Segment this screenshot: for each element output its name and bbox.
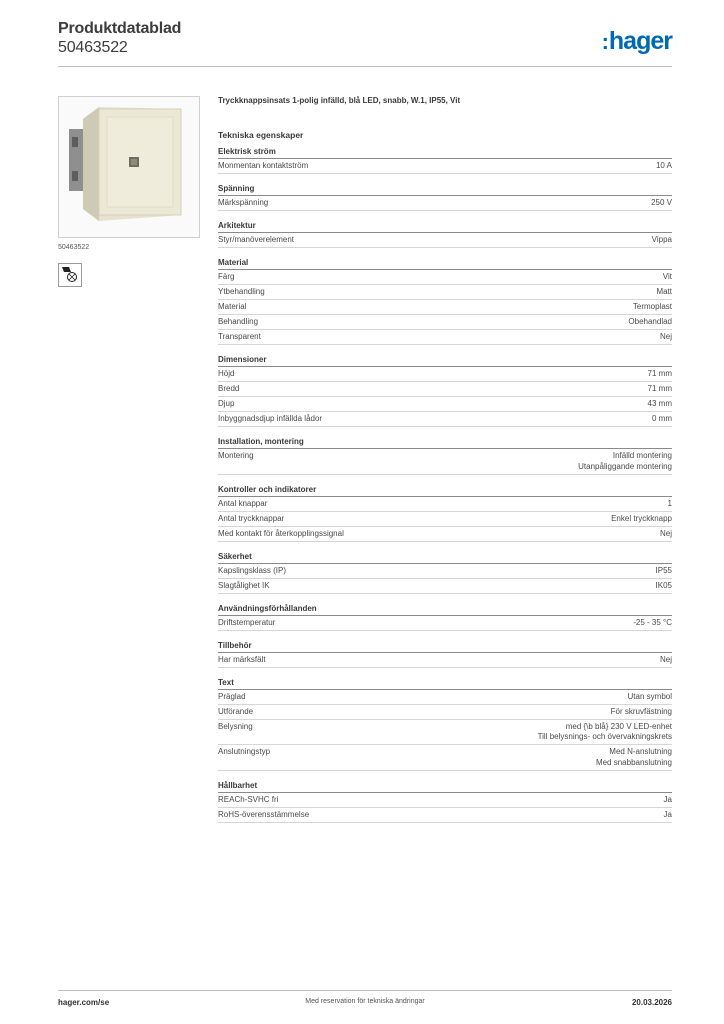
spec-group bbox=[218, 353, 672, 427]
spec-group bbox=[218, 435, 672, 475]
spec-group bbox=[218, 483, 672, 542]
spec-value bbox=[633, 618, 672, 629]
spec-key: Utförande bbox=[218, 706, 254, 716]
spec-row bbox=[218, 382, 672, 397]
footer-date: 20.03.2026 bbox=[631, 998, 672, 1007]
spec-value bbox=[668, 499, 672, 510]
spec-key: Montering bbox=[218, 451, 254, 460]
spec-group-title: Elektrisk ström bbox=[218, 145, 672, 159]
spec-row bbox=[218, 527, 672, 542]
spec-key: Monmentan kontaktström bbox=[218, 161, 309, 170]
spec-value bbox=[664, 810, 672, 821]
spec-row bbox=[218, 497, 672, 512]
spec-key: Höjd bbox=[218, 369, 235, 378]
document-title: Produktdatablad bbox=[58, 20, 182, 37]
spec-value bbox=[628, 692, 672, 703]
spec-value-line: IP55 bbox=[655, 565, 672, 575]
spec-key: Har märksfält bbox=[218, 654, 266, 664]
spec-row bbox=[218, 745, 672, 771]
spec-value bbox=[664, 795, 672, 806]
spec-group-title: Hållbarhet bbox=[218, 779, 672, 793]
spec-key: Kapslingsklass (IP) bbox=[218, 565, 287, 575]
spec-key: Ytbehandling bbox=[218, 287, 265, 296]
spec-value bbox=[660, 655, 672, 666]
spec-value bbox=[648, 384, 672, 395]
hager-logo: :hager bbox=[601, 27, 672, 55]
spec-value-line: Enkel tryckknapp bbox=[611, 513, 672, 523]
page-footer bbox=[58, 990, 672, 1013]
footer-disclaimer: Med reservation för tekniska ändringar bbox=[305, 998, 425, 1005]
spec-row bbox=[218, 367, 672, 382]
spec-group-title: Installation, montering bbox=[218, 435, 672, 449]
spec-key: Med kontakt för återkopplingssignal bbox=[218, 528, 344, 538]
spec-key: Märkspänning bbox=[218, 198, 269, 207]
spec-key: RoHS-överensstämmelse bbox=[218, 809, 310, 819]
spec-value-line: Utanpåliggande montering bbox=[578, 461, 672, 471]
spec-key: Inbyggnadsdjup infällda lådor bbox=[218, 414, 323, 423]
spec-row bbox=[218, 579, 672, 594]
spec-value-line: 0 mm bbox=[652, 414, 672, 423]
spec-value-line: Ja bbox=[663, 809, 672, 819]
spec-group bbox=[218, 639, 672, 668]
spec-value-line: 71 mm bbox=[647, 384, 672, 393]
spec-value-line: 71 mm bbox=[647, 369, 672, 378]
spec-key: Anslutningstyp bbox=[218, 747, 271, 756]
spec-value-line: Till belysnings- och övervakningskrets bbox=[537, 732, 672, 741]
image-caption: 50463522 bbox=[58, 244, 90, 251]
spec-key: Bredd bbox=[218, 384, 240, 393]
spec-value bbox=[656, 566, 672, 577]
spec-key: Material bbox=[218, 302, 247, 311]
spec-group bbox=[218, 182, 672, 211]
spec-row bbox=[218, 412, 672, 427]
spec-value-line: Med N-anslutning bbox=[609, 747, 672, 756]
spec-value-line: Utan symbol bbox=[627, 691, 672, 701]
spec-row bbox=[218, 653, 672, 668]
spec-value bbox=[596, 747, 672, 768]
spec-value-line: 250 V bbox=[651, 198, 672, 207]
technical-data bbox=[218, 96, 672, 831]
spec-value-line: med {\b blå} 230 V LED-enhet bbox=[565, 721, 672, 731]
spec-value-line: Ja bbox=[663, 794, 672, 804]
spec-group bbox=[218, 145, 672, 174]
spec-row bbox=[218, 196, 672, 211]
cleaning-care-icon bbox=[58, 263, 82, 287]
spec-key: Djup bbox=[218, 399, 235, 408]
spec-value bbox=[628, 317, 672, 328]
footer-website[interactable]: hager.com/se bbox=[58, 998, 110, 1007]
page-header bbox=[58, 20, 672, 67]
spec-value-line: För skruvfästning bbox=[610, 706, 672, 716]
spec-value-line: Nej bbox=[659, 528, 672, 538]
spec-row bbox=[218, 690, 672, 705]
spec-row bbox=[218, 564, 672, 579]
spec-value-line: -25 - 35 °C bbox=[633, 617, 672, 627]
spec-value bbox=[578, 451, 672, 472]
spec-value-line: Termoplast bbox=[632, 302, 672, 311]
spec-row bbox=[218, 512, 672, 527]
spec-row bbox=[218, 233, 672, 248]
spec-group-title: Text bbox=[218, 676, 672, 690]
spec-row bbox=[218, 159, 672, 174]
spec-row bbox=[218, 793, 672, 808]
spec-value bbox=[651, 198, 672, 209]
spec-value bbox=[656, 287, 672, 298]
spec-group-title: Spänning bbox=[218, 182, 672, 196]
spec-value bbox=[611, 707, 672, 718]
product-image bbox=[58, 96, 200, 238]
product-description: Tryckknappsinsats 1-polig infälld, blå LED, snabb, W.1, IP55, Vit bbox=[218, 96, 461, 105]
spec-row bbox=[218, 270, 672, 285]
spec-row bbox=[218, 397, 672, 412]
spec-group-title: Kontroller och indikatorer bbox=[218, 483, 672, 497]
logo-text: hager bbox=[608, 27, 672, 55]
spec-key: Antal tryckknappar bbox=[218, 513, 285, 523]
spec-row bbox=[218, 330, 672, 345]
section-title: Tekniska egenskaper bbox=[218, 130, 304, 140]
spec-value bbox=[656, 581, 672, 592]
spec-row bbox=[218, 449, 672, 475]
spec-group bbox=[218, 602, 672, 631]
spec-groups bbox=[218, 145, 672, 831]
spec-key: Styr/manöverelement bbox=[218, 235, 295, 244]
spec-value-line: Med snabbanslutning bbox=[595, 757, 672, 767]
spec-row bbox=[218, 808, 672, 823]
spec-value bbox=[648, 399, 672, 410]
spec-group-title: Användningsförhållanden bbox=[218, 602, 672, 616]
spec-group-title: Arkitektur bbox=[218, 219, 672, 233]
spec-key: REACh-SVHC fri bbox=[218, 794, 279, 804]
spec-group-title: Tillbehör bbox=[218, 639, 672, 653]
spec-group-title: Säkerhet bbox=[218, 550, 672, 564]
spec-value-line: Matt bbox=[656, 287, 672, 296]
spec-key: Driftstemperatur bbox=[218, 617, 276, 627]
spec-row bbox=[218, 616, 672, 631]
spec-group-title: Dimensioner bbox=[218, 353, 672, 367]
spec-row bbox=[218, 315, 672, 330]
spec-key: Antal knappar bbox=[218, 498, 268, 508]
spec-value-line: 43 mm bbox=[647, 399, 672, 408]
spec-value bbox=[660, 529, 672, 540]
spec-row bbox=[218, 720, 672, 746]
spec-value-line: IK05 bbox=[655, 580, 672, 590]
spec-value-line: Nej bbox=[659, 332, 672, 341]
spec-value bbox=[656, 161, 672, 172]
spec-row bbox=[218, 705, 672, 720]
spec-value bbox=[663, 272, 672, 283]
document-number: 50463522 bbox=[58, 39, 128, 56]
spec-value bbox=[538, 722, 672, 743]
spec-group bbox=[218, 779, 672, 823]
push-button-insert-illustration bbox=[59, 97, 199, 237]
spec-value-line: Vippa bbox=[651, 235, 672, 244]
spec-group bbox=[218, 550, 672, 594]
spec-value-line: 10 A bbox=[655, 161, 672, 170]
spec-row bbox=[218, 300, 672, 315]
spec-value-line: Infälld montering bbox=[612, 451, 672, 460]
spec-group-title: Material bbox=[218, 256, 672, 270]
spec-value-line: Nej bbox=[659, 654, 672, 664]
spec-group bbox=[218, 219, 672, 248]
spec-group bbox=[218, 256, 672, 345]
spec-value-line: Obehandlad bbox=[628, 317, 672, 326]
spec-value bbox=[652, 414, 672, 425]
spec-key: Präglad bbox=[218, 691, 246, 701]
spec-value bbox=[660, 332, 672, 343]
spec-key: Transparent bbox=[218, 332, 261, 341]
spec-value-line: 1 bbox=[667, 498, 672, 508]
spec-key: Färg bbox=[218, 272, 235, 281]
spec-key: Belysning bbox=[218, 721, 253, 731]
spec-value-line: Vit bbox=[662, 272, 672, 281]
spec-value bbox=[652, 235, 672, 246]
spec-value bbox=[648, 369, 672, 380]
spec-value bbox=[633, 302, 672, 313]
spec-row bbox=[218, 285, 672, 300]
spec-key: Behandling bbox=[218, 317, 259, 326]
spec-value bbox=[611, 514, 672, 525]
spec-key: Slagtålighet IK bbox=[218, 580, 270, 590]
spec-group bbox=[218, 676, 672, 771]
